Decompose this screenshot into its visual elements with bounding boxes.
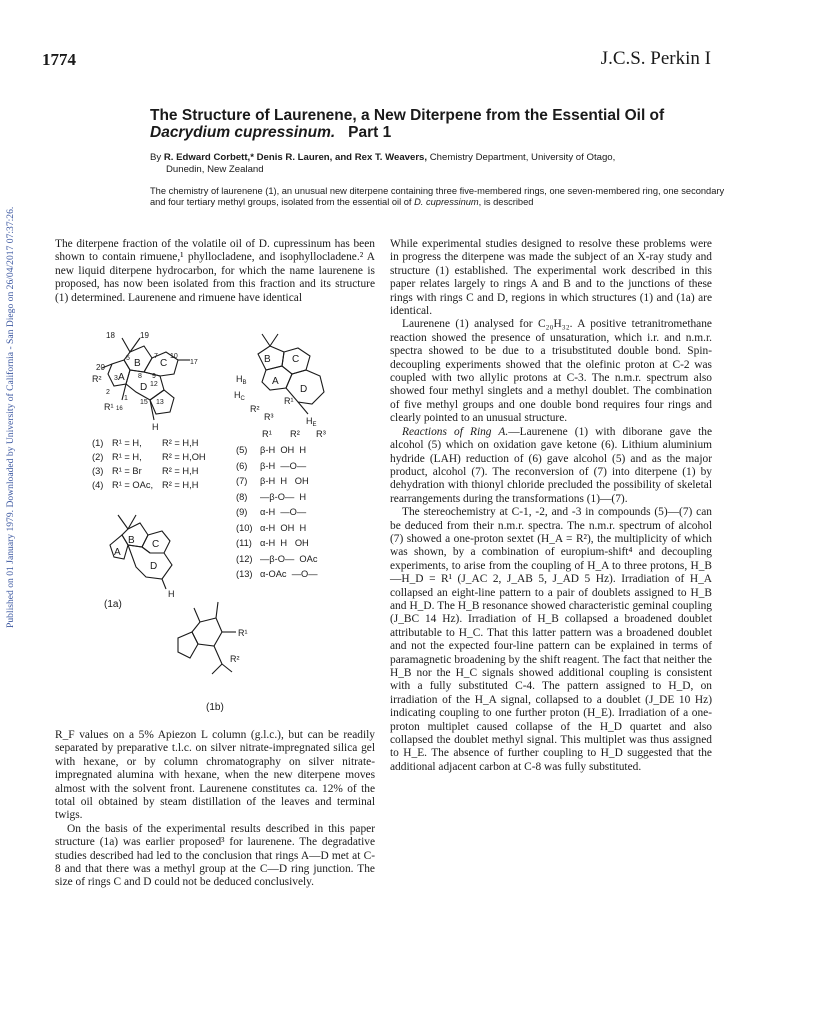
s1-ring-c: C [160,358,168,369]
table-right-number: (13) [236,569,253,579]
s1-h: H [152,422,159,432]
download-notice-text: Published on 01 January 1979. Downloaded by University of California - San Diego on 26/04/2017 07:37:26. [5,206,16,628]
table-left-r2: R² = H,OH [162,452,206,462]
table-right-values: β-H OH H [260,445,307,455]
s1-n13: 13 [156,399,164,406]
structure-1-diagram [92,330,222,435]
s2-ring-c: C [292,354,300,365]
table-right-values: β-H —O— [260,460,307,471]
page-number: 1774 [42,50,76,69]
table-right-values: α-H H OH [260,538,309,548]
s2-hc: $H_C$ [234,390,245,402]
s1-ring-d: D [140,382,148,393]
table-left-r1: R¹ = H, [112,438,142,448]
table-right-number: (11) [236,538,252,548]
structure-1b-diagram [170,588,280,718]
download-notice-sidebar [4,160,18,630]
s1a-label: (1a) [104,599,122,610]
s1b-label: (1b) [206,702,224,713]
s2-r3: R³ [264,412,274,422]
table-right-values: α-OAc —O— [260,569,318,579]
table-left-number: (3) [92,466,104,476]
s1a-ring-c: C [152,539,160,550]
s1-r2: R² [92,374,102,384]
table-left-r1: R¹ = H, [112,452,142,462]
author-names: R. Edward Corbett,* Denis R. Lauren, and Rex T. Weavers, [163,152,428,163]
table-left-number: (1) [92,438,104,448]
s1-n10: 10 [170,353,178,360]
s1b-r2: R² [230,654,240,664]
title-line-1: The Structure of Laurenene, a New Diterpene from the Essential Oil of [150,107,665,124]
authors-prefix: By [150,152,162,163]
s2-ring-a: A [272,376,279,387]
table-right-values: α-H —O— [260,507,307,517]
s2-hb: $H_B$ [236,374,247,386]
s1-n17: 17 [190,359,198,366]
s1-n9: 9 [152,373,156,380]
reactions-text: —Laurenene (1) with diborane gave the alcohol (5) which on oxidation gave ketone (6). Lithium aluminium hydride (LAH) reduction of (6) gave alcohol (5) and as the major product, alcohol (7). The reconversion of (7) into diterpene (1) by dehydration with thionyl chloride precluded the possibility of skeletal rearrangements during the transformations (1)—(7). [390,425,712,505]
s2-r1: R¹ [284,396,294,406]
table-left-number: (4) [92,480,104,490]
s1a-ring-d: D [150,561,158,572]
title-species: Dacrydium cupressinum. [150,124,336,141]
author-block [150,152,740,175]
table-right-header: R¹ [262,429,272,439]
table-right-number: (9) [236,507,248,517]
s1-n19: 19 [140,331,149,340]
s1a-ring-a: A [114,547,121,558]
s1-ring-a: A [118,372,125,383]
s1-n15: 15 [140,399,148,406]
reactions-paragraph [390,426,712,506]
table-left-r2: R² = H,H [162,466,199,476]
s2-ring-d: D [300,384,308,395]
s1-n1: 1 [124,395,128,402]
table-right-values: —β-O— OAc [260,553,318,564]
affiliation-city: Dunedin, New Zealand [166,163,264,175]
abstract-end: , is described [478,197,534,208]
s1-r1: R¹ [104,402,114,412]
s1-n8: 8 [138,373,142,380]
table-right-values: α-H OH H [260,522,307,533]
intro-paragraph: The diterpene fraction of the volatile oil of D. cupressinum has been shown to contain rimuene,¹ phyllocladene, and isophyllocladene.² A new liquid diterpene hydrocarbon, for which the name laurenene is proposed, has now been isolated from this fraction and its structure (1) determined. Laurenene and rimuene have identical [55,238,375,304]
table-left-r2: R² = H,H [162,480,199,490]
table-left-number: (2) [92,452,104,462]
rf-paragraph: R_F values on a 5% Apiezon L column (g.l.c.), but can be readily separated by preparative t.l.c. on silver nitrate-impregnated silica gel with hexane, or by column chromatography on silver nitrate-impregnated alumina with hexane, when the new diterpene moves almost with the solvent front. Laurenene constitutes ca. 12% of the total oil obtained by steam distillation of the leaves and terminal twigs. [55,729,375,822]
structure-5-13-diagram [222,330,352,430]
table-right-values: —β-O— H [260,491,307,502]
title-part: Part 1 [348,124,392,141]
abstract [150,186,730,208]
s1a-h: H [168,589,175,599]
s1-ring-b: B [134,358,141,369]
table-left-r2: R² = H,H [162,438,199,448]
table-right-values: β-H H OH [260,476,309,486]
table-right-number: (7) [236,476,248,486]
reactions-heading: Reactions of Ring A. [402,425,509,438]
s2-ring-b: B [264,354,271,365]
s2-r2: R² [250,404,260,414]
table-left-r1: R¹ = Br [112,466,142,476]
s2-he: $H_E$ [306,416,317,428]
abstract-species: D. cupressinum [414,197,479,208]
s1-n16: 16 [116,406,123,412]
table-right-header: R² [290,429,300,439]
table-right-number: (5) [236,445,248,455]
s1b-r1: R¹ [238,628,248,638]
table-right-number: (10) [236,522,253,533]
s1-n20: 20 [96,363,105,372]
left-column-lower [55,729,375,890]
basis-paragraph: On the basis of the experimental results described in this paper structure (1a) was earlier proposed³ for laurenene. The degradative studies described had led to the conclusion that rings A—D met at C-8 and that there was a methyl group at the C—D ring junction. The size of rings C and D could not be deduced conclusively. [55,822,375,889]
table-right-number: (6) [236,460,248,471]
s1-n2: 2 [106,389,110,396]
journal-name: J.C.S. Perkin I [600,48,711,69]
xray-paragraph: While experimental studies designed to resolve these problems were in progress the diterpene was made the subject of an X-ray study and structure (1) established. The experimental work described in this paper relates largely to rings A and B and to the junctions of these rings with rings C and D, regions in which structures (1) and (1a) are identical. [390,238,712,318]
table-right-header: R³ [316,429,326,439]
s1-n5: 5 [126,355,130,362]
table-left-r1: R¹ = OAc, [112,480,154,490]
affiliation: Chemistry Department, University of Otago, [429,152,616,163]
s1-n3: 3 [114,375,118,382]
abstract-text: The chemistry of laurenene (1), an unusual new diterpene containing three five-membered rings, one seven-membered ring, one secondary and four tertiary methyl groups, isolated from the essential oil of [150,186,725,208]
stereochemistry-paragraph: The stereochemistry at C-1, -2, and -3 in compounds (5)—(7) can be deduced from their n.m.r. spectra. The n.m.r. spectrum of alcohol (7) showed a one-proton sextet (H_A = R²), the multiplicity of which was shown, by a combination of europium-shift⁴ and decoupling experiments, to arise from the coupling of H_A to three protons, H_B—H_D = R¹ (J_AC 2, J_AB 5, J_AD 5 Hz). Irradiation of H_A collapsed an eight-line pattern to a pair of doublets assigned to H_B and H_D. The H_B resonance showed characteristic geminal coupling (J_BC 14 Hz). Irradiation of H_B collapsed a broadened doublet attributable to H_C. That this latter pattern was a broadened doublet and not the expected four-line pattern can be explained in terms of paramagnetic broadening by the shift reagent. The fact that neither the H_B nor the H_C signals showed additional coupling is consistent with a fully substituted C-4. The pattern assigned to H_D, on irradiation of the H_A signal, collapsed to a doublet (J_DE 10 Hz) indicating coupling to one further proton (H_E). Irradiation of a one-proton multiplet caused collapse of the H_D quartet and also collapsed the doublet methyl signal. This multiplet was thus assigned to H_E. The absence of further coupling to H_D suggested that the additional adjacent carbon at C-8 was fully substituted. [390,506,712,773]
analysis-paragraph: Laurenene (1) analysed for C₂₀H₃₂. A positive tetranitromethane reaction showed the presence of unsaturation, which i.r. and n.m.r. spectra showed to be due to a trisubstituted double bond. Spin-decoupling experiments showed that the olefinic proton at C-2 was coupled with two allylic protons at C-3. The n.m.r. spectrum also showed four methyl singlets and a methyl doublet. The combination of five methyl groups and one double bond requires four rings and clearly pointed to an unusual structure. [390,318,712,425]
article-title [150,107,730,141]
s1-n18: 18 [106,331,115,340]
left-column-intro [55,238,375,305]
right-column [390,238,712,774]
table-right-number: (8) [236,491,248,502]
table-right-number: (12) [236,553,253,564]
s1-n7: 7 [154,353,158,360]
s1-n12: 12 [150,381,158,388]
s1a-ring-b: B [128,535,135,546]
